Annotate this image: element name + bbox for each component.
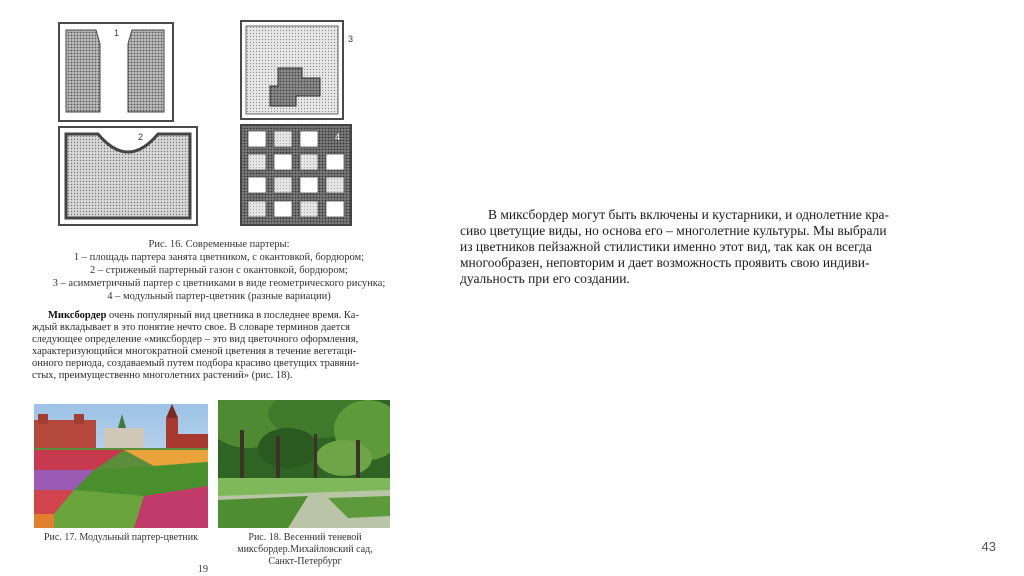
mikhailovsky-garden-photo	[218, 400, 390, 528]
main-text-line: сиво цветущие виды, но основа его – многолетние культуры. Мы выбрали	[460, 223, 887, 238]
paragraph-line: очень популярный вид цветника в последнее время. Ка-	[106, 310, 359, 321]
diagram-3-number: 3	[348, 34, 354, 44]
figure-17-caption: Рис. 17. Модульный партер-цветник	[43, 532, 198, 543]
figure-16-item: 3 – асимметричный партер с цветниками в виде геометрического рисунка;	[52, 278, 386, 289]
paragraph-line: характеризующийся многократной сменой цветения в течение вегетаци-	[32, 346, 357, 357]
figure-16-item: 4 – модульный партер-цветник (разные вариации)	[107, 291, 331, 302]
main-text-line: дуальность при его создании.	[460, 271, 630, 286]
mixborder-paragraph	[32, 310, 394, 382]
mixborder-term: Миксбордер	[48, 310, 107, 321]
figure-18-caption-line: Санкт-Петербург	[268, 556, 342, 567]
diagram-4-number: 4	[335, 132, 341, 142]
paragraph-line: следующее определение «миксбордер – это вид цветочного оформления,	[32, 334, 359, 345]
diagram-3-pattern	[240, 20, 350, 120]
diagram-4	[240, 124, 352, 226]
main-text-line: многообразен, неповторим и дает возможность проявить свою индиви-	[460, 255, 870, 270]
main-text-paragraph	[460, 207, 916, 287]
diagram-2-number: 2	[138, 132, 144, 142]
figure-18-caption-line: Рис. 18. Весенний теневой	[248, 532, 362, 543]
paragraph-line: ждый вкладывает в это понятие нечто свое. В словаре терминов дается	[32, 322, 351, 333]
flowerbed-illustration	[34, 404, 208, 528]
diagram-3	[240, 20, 354, 120]
diagram-1-number: 1	[114, 28, 120, 38]
main-text-line: из цветников пейзажной стилистики именно этот вид, так как он всегда	[460, 239, 872, 254]
figure-18-caption	[220, 532, 390, 568]
figure-16-caption	[24, 238, 414, 303]
scanned-book-page	[24, 8, 414, 576]
paragraph-line: стых, преимущественно многолетних растений» (рис. 18).	[32, 370, 293, 381]
garden-illustration	[218, 400, 390, 528]
figure-16-item: 2 – стриженый партерный газон с окантовкой, бордюром;	[90, 265, 348, 276]
figure-18-caption-line: миксбордер.Михайловский сад,	[237, 544, 373, 555]
diagram-2-pattern	[58, 126, 198, 226]
figure-16-title: Рис. 16. Современные партеры:	[148, 239, 290, 250]
diagram-2	[58, 126, 198, 226]
figure-16-item: 1 – площадь партера занята цветником, с окантовкой, бордюром;	[73, 252, 365, 263]
main-text-line: В миксбордер могут быть включены и кустарники, и однолетние кра-	[488, 207, 889, 222]
red-square-flowerbed-photo	[34, 404, 208, 528]
book-page-number: 19	[198, 564, 208, 575]
diagram-1	[58, 22, 174, 122]
paragraph-line: онного периода, создаваемый путем подбора красиво цветущих травяни-	[32, 358, 359, 369]
slide-number: 43	[981, 539, 996, 554]
